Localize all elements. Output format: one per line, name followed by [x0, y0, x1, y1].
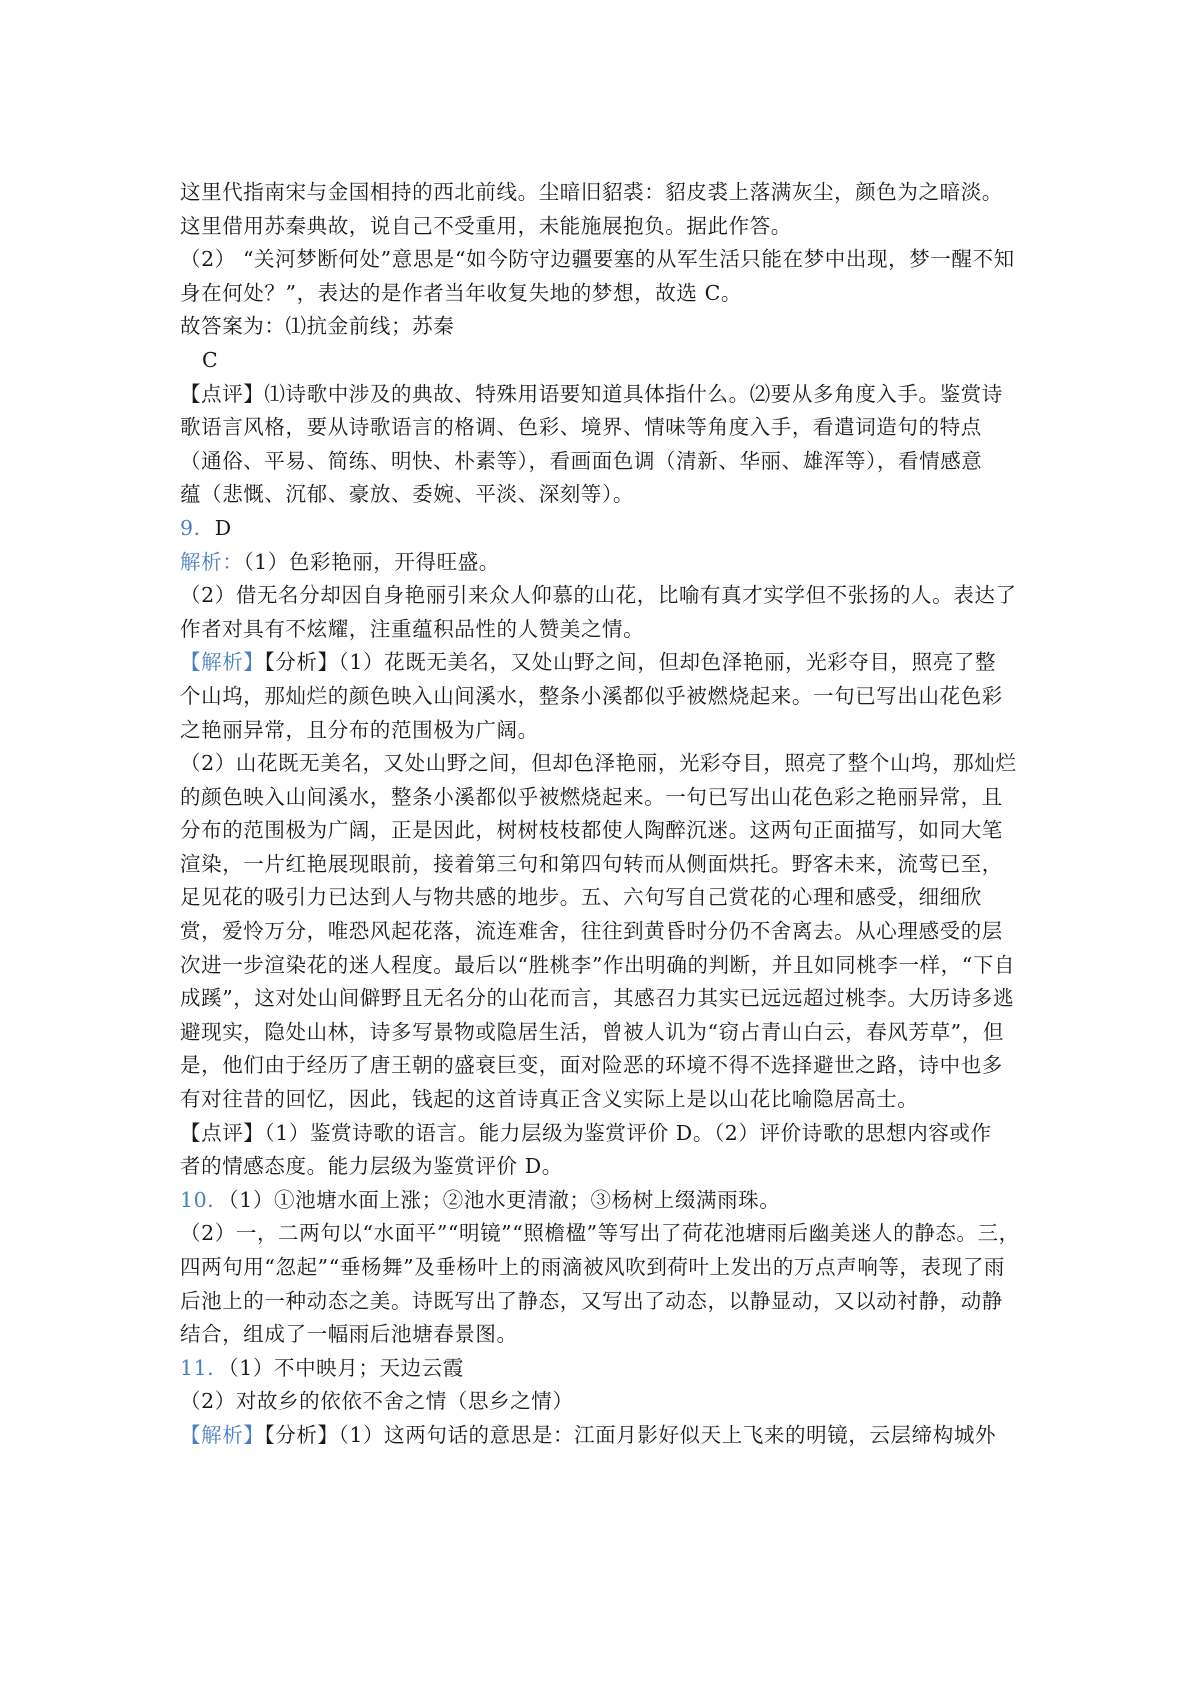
line-text: 【分析】（1）这两句话的意思是：江面月影好似天上飞来的明镜，云层缔构城外 — [264, 1422, 997, 1447]
text-line — [180, 1285, 1020, 1319]
text-line — [180, 579, 1020, 613]
line-text: （2）对故乡的依依不舍之情（思乡之情） — [180, 1389, 574, 1414]
line-text: 分布的范围极为广阔，正是因此，树树枝枝都使人陶醉沉迷。这两句正面描写，如同大笔 — [180, 818, 1003, 843]
line-text: （2）山花既无美名，又处山野之间，但却色泽艳丽，光彩夺目，照亮了整个山坞，那灿烂 — [180, 751, 1017, 776]
line-text: 是，他们由于经历了唐王朝的盛衰巨变，面对险恶的环境不得不选择避世之路，诗中也多 — [180, 1053, 1003, 1078]
text-line — [180, 814, 1020, 848]
line-text: 蕴（悲慨、沉郁、豪放、委婉、平淡、深刻等）。 — [180, 482, 634, 507]
text-line — [180, 1419, 1020, 1453]
line-text: （2）借无名分却因自身艳丽引来众人仰慕的山花，比喻有真才实学但不张扬的人。表达了 — [180, 583, 1017, 608]
text-line — [180, 915, 1020, 949]
line-text: 避现实，隐处山林，诗多写景物或隐居生活，曾被人讥为“窃占青山白云，春风芳草”，但 — [180, 1019, 1004, 1044]
text-line — [180, 445, 1020, 479]
line-text: 【点评】（1）鉴赏诗歌的语言。能力层级为鉴赏评价 D。（2）评价诗歌的思想内容或作 — [180, 1120, 992, 1145]
text-line — [180, 1150, 1020, 1184]
line-text: C — [202, 347, 219, 372]
question-number: 10． — [180, 1187, 229, 1212]
line-text: 之艳丽异常，且分布的范围极为广阔。 — [180, 717, 539, 742]
text-line — [180, 1385, 1020, 1419]
line-text: 这里借用苏秦典故，说自己不受重用，未能施展抱负。据此作答。 — [180, 213, 792, 238]
text-line — [180, 714, 1020, 748]
text-line — [180, 1352, 1020, 1386]
line-text: 这里代指南宋与金国相持的西北前线。尘暗旧貂裘：貂皮裘上落满灰尘，颜色为之暗淡。 — [180, 180, 1003, 204]
text-line — [180, 478, 1020, 512]
analysis-label: 解析： — [180, 549, 244, 574]
line-text: （2）一，二两句以“水面平”“明镜”“照檐楹”等写出了荷花池塘雨后幽美迷人的静态。三， — [180, 1221, 1020, 1246]
text-line — [180, 747, 1020, 781]
text-line — [180, 1083, 1020, 1117]
line-text: （1）①池塘水面上涨；②池水更清澈；③杨树上缀满雨珠。 — [228, 1187, 781, 1212]
line-text: 身在何处？”，表达的是作者当年收复失地的梦想，故选 C。 — [180, 280, 742, 305]
line-text: 结合，组成了一幅雨后池塘春景图。 — [180, 1322, 518, 1347]
text-line — [180, 344, 1020, 378]
text-line — [180, 613, 1020, 647]
text-line — [180, 411, 1020, 445]
line-text: 个山坞，那灿烂的颜色映入山间溪水，整条小溪都似乎被燃烧起来。一句已写出山花色彩 — [180, 683, 1003, 708]
line-text: D — [214, 515, 232, 540]
line-text: 有对往昔的回忆，因此，钱起的这首诗真正含义实际上是以山花比喻隐居高士。 — [180, 1087, 919, 1112]
question-number: 9． — [180, 515, 215, 540]
text-line — [180, 781, 1020, 815]
line-text: 故答案为：⑴抗金前线；苏秦 — [180, 314, 455, 339]
line-text: （2） “关河梦断何处”意思是“如今防守边疆要塞的从军生活只能在梦中出现，梦一醒不知 — [180, 247, 1015, 272]
text-line — [180, 243, 1020, 277]
line-text: 的颜色映入山间溪水，整条小溪都似乎被燃烧起来。一句已写出山花色彩之艳丽异常，且 — [180, 784, 1003, 809]
line-text: 渲染，一片红艳展现眼前，接着第三句和第四句转而从侧面烘托。野客未来，流莺已至， — [180, 851, 1003, 876]
text-line — [180, 310, 1020, 344]
text-line — [180, 277, 1020, 311]
text-line — [180, 848, 1020, 882]
text-line — [180, 176, 1020, 210]
text-line — [180, 1184, 1020, 1218]
text-line — [180, 378, 1020, 412]
text-line — [180, 546, 1020, 580]
line-text: 作者对具有不炫耀，注重蕴积品性的人赞美之情。 — [180, 616, 645, 641]
text-line — [180, 1217, 1020, 1251]
line-text: 四两句用“忽起”“垂杨舞”及垂杨叶上的雨滴被风吹到荷叶上发出的万点声响等，表现了雨 — [180, 1255, 1006, 1279]
line-text: 后池上的一种动态之美。诗既写出了静态，又写出了动态，以静显动，又以动衬静，动静 — [180, 1288, 1003, 1313]
line-text: （1）色彩艳丽，开得旺盛。 — [243, 549, 500, 574]
text-line — [180, 1049, 1020, 1083]
text-line — [180, 1016, 1020, 1050]
text-line — [180, 1251, 1020, 1285]
text-line — [180, 949, 1020, 983]
answer-document — [180, 176, 1020, 1453]
text-line — [180, 646, 1020, 680]
line-text: （1）不中映月；天边云霞 — [228, 1355, 464, 1380]
line-text: 赏，爱怜万分，唯恐风起花落，流连难舍，往往到黄昏时分仍不舍离去。从心理感受的层 — [180, 919, 1003, 944]
text-line — [180, 1117, 1020, 1151]
text-line — [180, 210, 1020, 244]
text-line — [180, 1318, 1020, 1352]
line-text: （通俗、平易、简练、明快、朴素等），看画面色调（清新、华丽、雄浑等），看情感意 — [180, 448, 983, 473]
text-line — [180, 680, 1020, 714]
analysis-label: 【解析】 — [180, 1422, 265, 1447]
line-text: 【点评】⑴诗歌中涉及的典故、特殊用语要知道具体指什么。⑵要从多角度入手。鉴赏诗 — [180, 381, 1003, 406]
text-line — [180, 881, 1020, 915]
line-text: 次进一步渲染花的迷人程度。最后以“胜桃李”作出明确的判断，并且如同桃李一样，“下自 — [180, 952, 1016, 977]
line-text: 者的情感态度。能力层级为鉴赏评价 D。 — [180, 1154, 563, 1179]
line-text: 【分析】（1）花既无美名，又处山野之间，但却色泽艳丽，光彩夺目，照亮了整 — [264, 650, 997, 675]
line-text: 足见花的吸引力已达到人与物共感的地步。五、六句写自己赏花的心理和感受，细细欣 — [180, 885, 982, 910]
text-line — [180, 512, 1020, 546]
line-text: 成蹊”，这对处山间僻野且无名分的山花而言，其感召力其实已远远超过桃李。大历诗多逃 — [180, 986, 1014, 1011]
question-number: 11． — [180, 1355, 229, 1380]
text-line — [180, 982, 1020, 1016]
line-text: 歌语言风格，要从诗歌语言的格调、色彩、境界、情味等角度入手，看遣词造句的特点 — [180, 415, 982, 440]
analysis-label: 【解析】 — [180, 650, 265, 675]
